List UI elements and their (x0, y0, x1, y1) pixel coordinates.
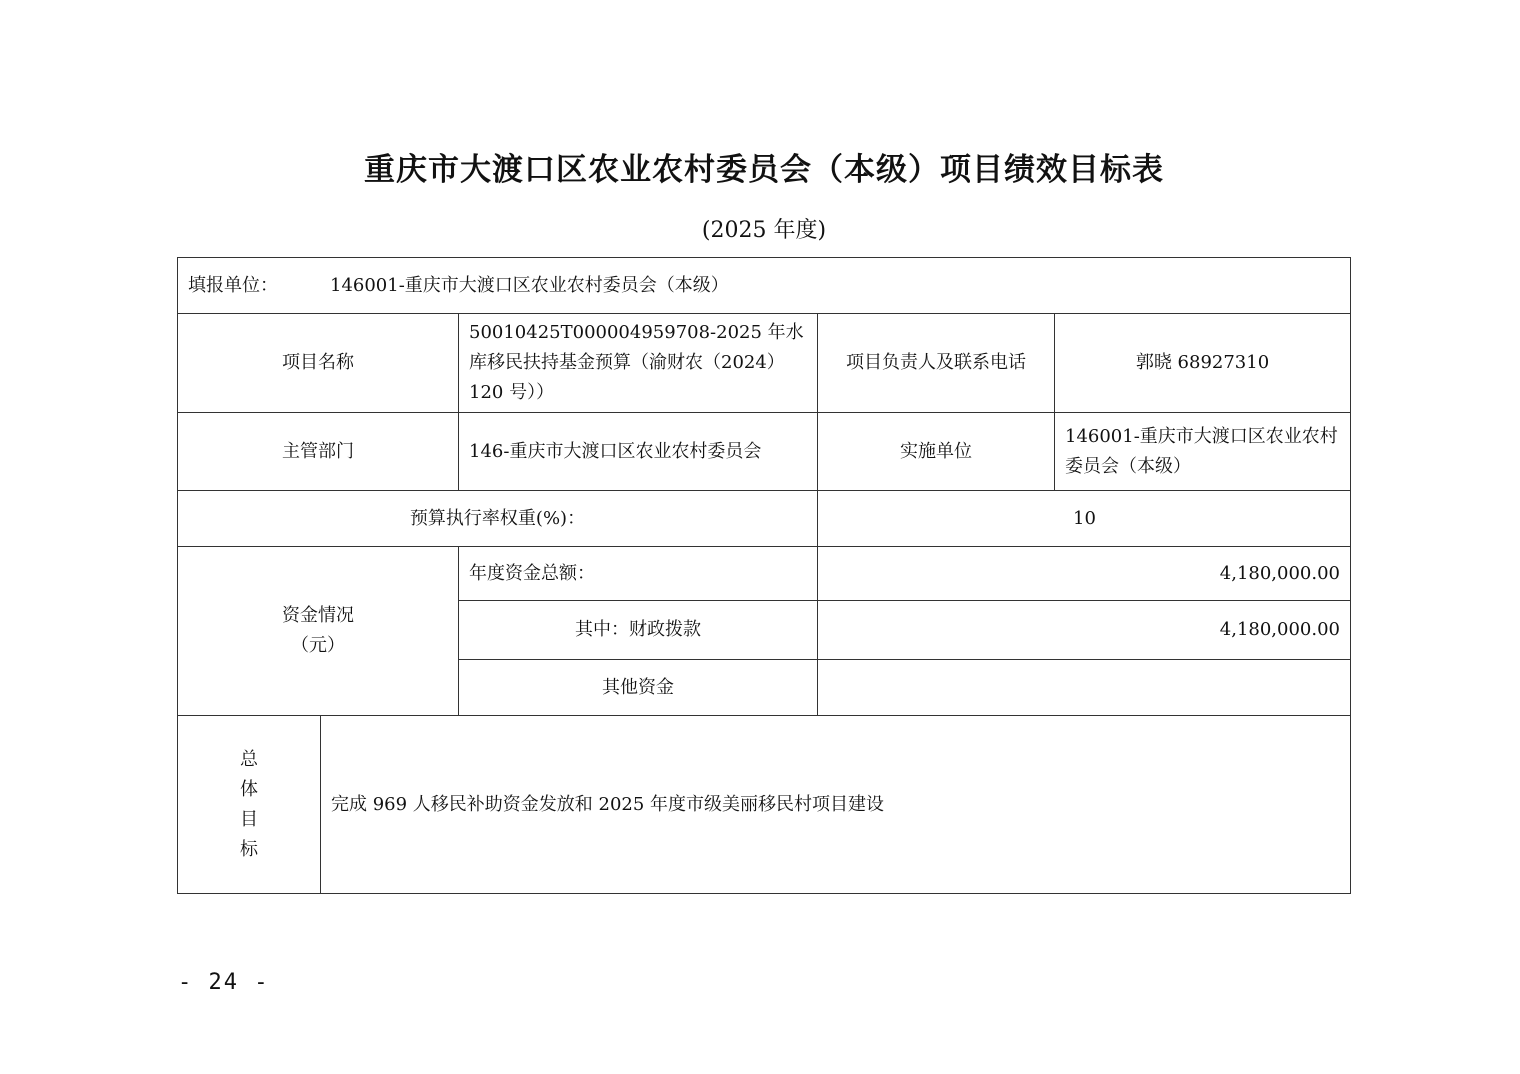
funds-label (178, 547, 459, 716)
project-name-label: 项目名称 (178, 314, 459, 413)
overall-goal-value: 完成 969 人移民补助资金发放和 2025 年度市级美丽移民村项目建设 (321, 716, 1351, 894)
budget-weight-row (178, 491, 1351, 547)
contact-label: 项目负责人及联系电话 (818, 314, 1055, 413)
filler-row (178, 258, 1351, 314)
annual-total-label: 年度资金总额： (459, 547, 818, 601)
impl-value: 146001-重庆市大渡口区农业农村委员会（本级） (1055, 413, 1351, 491)
dept-row (178, 413, 1351, 491)
filler-value: 146001-重庆市大渡口区农业农村委员会（本级） (330, 274, 729, 296)
other-funds-label: 其他资金 (459, 660, 818, 716)
funds-label-line2: （元） (291, 635, 345, 656)
budget-weight-value: 10 (818, 491, 1351, 547)
goal-label-char: 目 (240, 808, 258, 830)
fiscal-label: 其中：财政拨款 (459, 601, 818, 660)
impl-label: 实施单位 (818, 413, 1055, 491)
filler-label: 填报单位： (188, 274, 278, 296)
dept-value: 146-重庆市大渡口区农业农村委员会 (459, 413, 818, 491)
budget-weight-label: 预算执行率权重(%)： (178, 491, 818, 547)
filler-cell (178, 258, 1351, 314)
overall-goal-label (178, 716, 321, 894)
funds-label-line1: 资金情况 (282, 605, 354, 626)
other-funds-value (818, 660, 1351, 716)
page-title: 重庆市大渡口区农业农村委员会（本级）项目绩效目标表 (364, 152, 1164, 188)
project-name-row (178, 314, 1351, 413)
goal-label-char: 体 (240, 778, 258, 800)
fiscal-value: 4,180,000.00 (818, 601, 1351, 660)
page-number: - 24 - (178, 970, 270, 995)
project-name-value: 50010425T000004959708-2025 年水库移民扶持基金预算（渝财农（2024）120 号）） (459, 314, 818, 413)
performance-target-table (177, 257, 1351, 894)
dept-label: 主管部门 (178, 413, 459, 491)
goal-label-char: 标 (240, 838, 258, 860)
annual-total-row (178, 547, 1351, 601)
page-subtitle: (2025 年度) (701, 218, 827, 243)
goal-label-char: 总 (240, 748, 258, 770)
contact-value: 郭晓 68927310 (1055, 314, 1351, 413)
overall-goal-row (178, 716, 1351, 894)
annual-total-value: 4,180,000.00 (818, 547, 1351, 601)
